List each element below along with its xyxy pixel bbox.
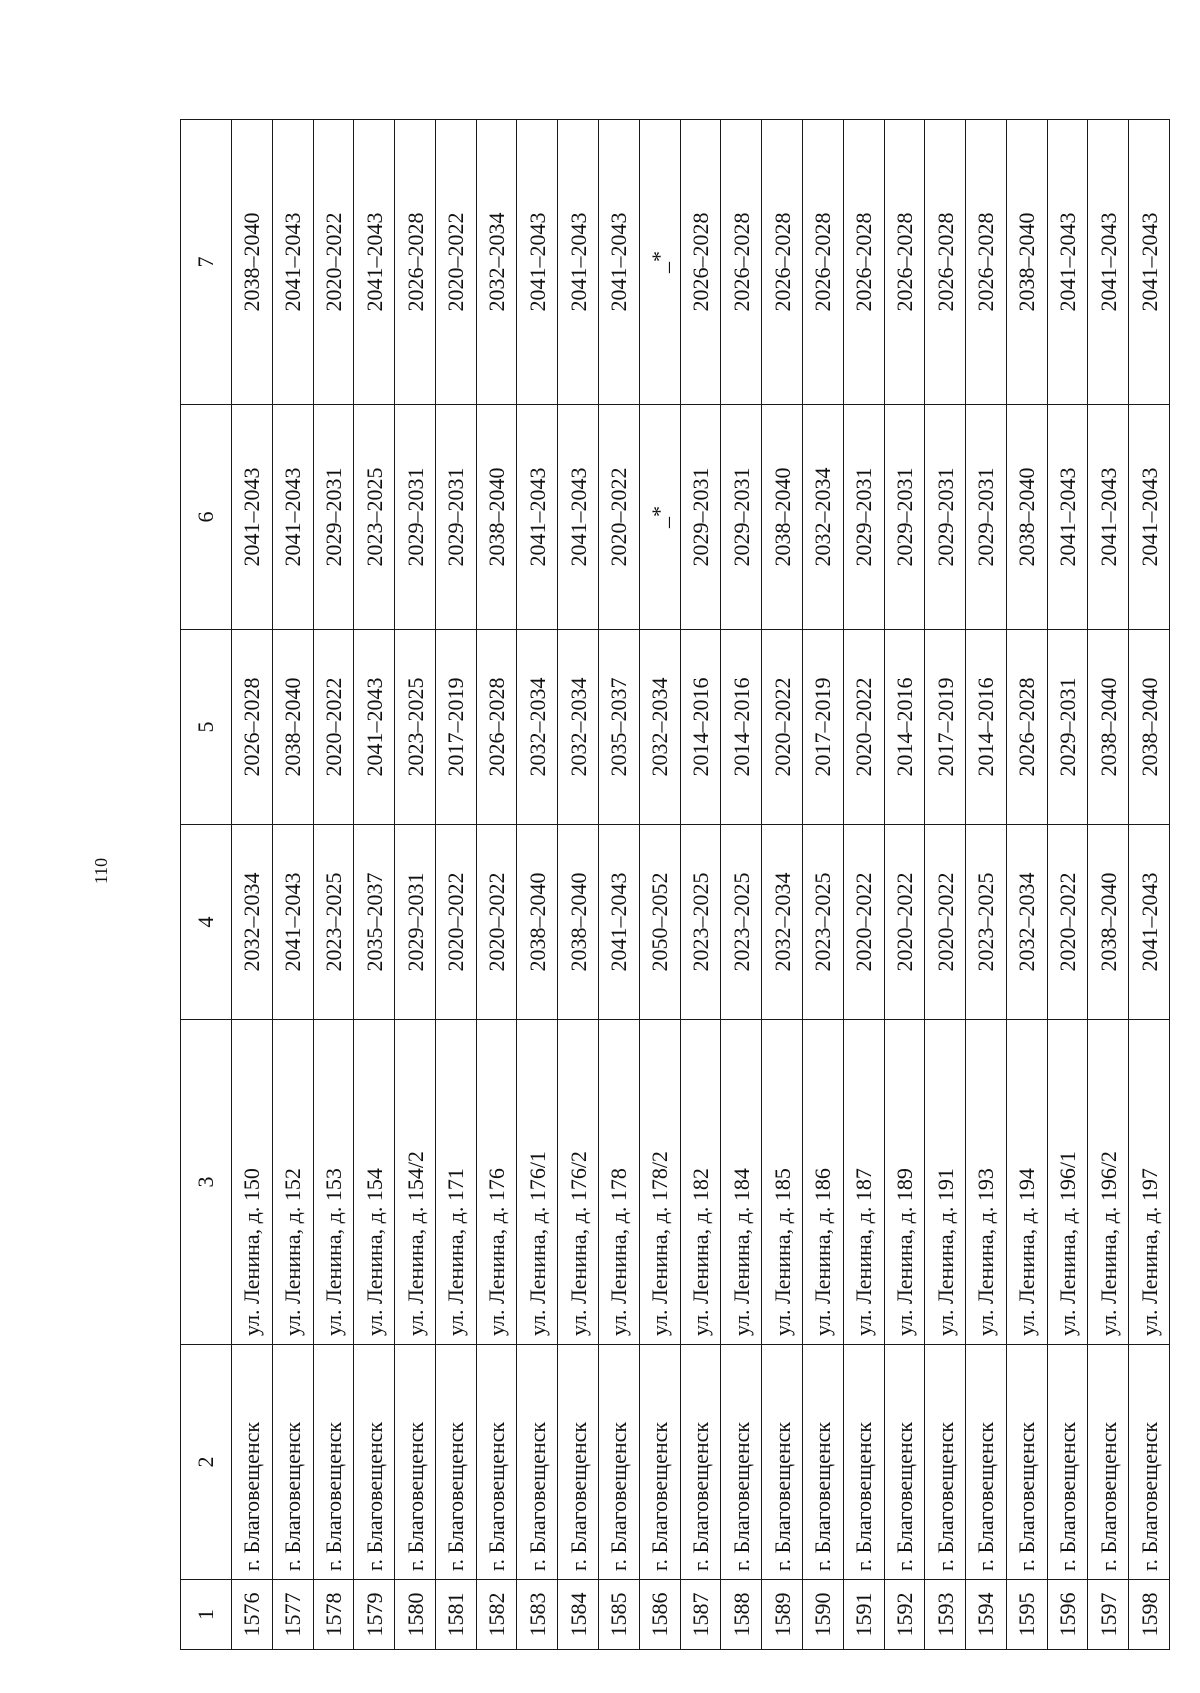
cell-city: г. Благовещенск [354, 1345, 395, 1580]
table-row [599, 120, 640, 1650]
table-row [435, 120, 476, 1650]
cell-row-number: 1588 [721, 1580, 762, 1650]
cell-row-number: 1589 [762, 1580, 803, 1650]
cell-period-col-4: 2038–2040 [517, 825, 558, 1020]
cell-period-col-4: 2032–2034 [762, 825, 803, 1020]
table-body [232, 120, 1170, 1650]
table-row [1129, 120, 1170, 1650]
cell-period-col-4: 2041–2043 [1129, 825, 1170, 1020]
header-col-6: 6 [181, 405, 232, 630]
table-header [181, 120, 232, 1650]
table-row [354, 120, 395, 1650]
table-row [680, 120, 721, 1650]
cell-row-number: 1598 [1129, 1580, 1170, 1650]
cell-period-col-7: 2041–2043 [1088, 120, 1129, 405]
cell-address: ул. Ленина, д. 154/2 [395, 1020, 436, 1345]
cell-period-col-5: 2032–2034 [558, 630, 599, 825]
header-col-4: 4 [181, 825, 232, 1020]
cell-period-col-7: 2026–2028 [762, 120, 803, 405]
header-row [181, 120, 232, 1650]
cell-row-number: 1590 [802, 1580, 843, 1650]
cell-row-number: 1584 [558, 1580, 599, 1650]
cell-row-number: 1583 [517, 1580, 558, 1650]
cell-city: г. Благовещенск [639, 1345, 680, 1580]
table-row [721, 120, 762, 1650]
cell-period-col-5: 2020–2022 [843, 630, 884, 825]
page-number: 110 [91, 857, 112, 885]
table-row [802, 120, 843, 1650]
cell-period-col-7: 2026–2028 [843, 120, 884, 405]
cell-period-col-6: 2029–2031 [680, 405, 721, 630]
cell-address: ул. Ленина, д. 196/2 [1088, 1020, 1129, 1345]
cell-period-col-6: 2029–2031 [925, 405, 966, 630]
cell-period-col-5: 2014–2016 [966, 630, 1007, 825]
cell-period-col-6: 2041–2043 [1129, 405, 1170, 630]
cell-address: ул. Ленина, д. 154 [354, 1020, 395, 1345]
cell-period-col-6: 2041–2043 [1047, 405, 1088, 630]
table-row [1088, 120, 1129, 1650]
cell-address: ул. Ленина, д. 187 [843, 1020, 884, 1345]
cell-row-number: 1591 [843, 1580, 884, 1650]
cell-row-number: 1577 [272, 1580, 313, 1650]
cell-address: ул. Ленина, д. 186 [802, 1020, 843, 1345]
table-row [1006, 120, 1047, 1650]
cell-period-col-4: 2038–2040 [558, 825, 599, 1020]
cell-address: ул. Ленина, д. 182 [680, 1020, 721, 1345]
cell-period-col-5: 2038–2040 [272, 630, 313, 825]
cell-period-col-7: 2038–2040 [232, 120, 273, 405]
cell-period-col-4: 2029–2031 [395, 825, 436, 1020]
table-row [232, 120, 273, 1650]
cell-address: ул. Ленина, д. 189 [884, 1020, 925, 1345]
cell-period-col-5: 2038–2040 [1129, 630, 1170, 825]
cell-period-col-6: 2041–2043 [232, 405, 273, 630]
cell-city: г. Благовещенск [843, 1345, 884, 1580]
cell-period-col-5: 2026–2028 [232, 630, 273, 825]
header-col-7: 7 [181, 120, 232, 405]
cell-row-number: 1596 [1047, 1580, 1088, 1650]
cell-address: ул. Ленина, д. 171 [435, 1020, 476, 1345]
cell-address: ул. Ленина, д. 153 [313, 1020, 354, 1345]
cell-address: ул. Ленина, д. 176 [476, 1020, 517, 1345]
cell-period-col-7: 2020–2022 [313, 120, 354, 405]
header-col-3: 3 [181, 1020, 232, 1345]
cell-period-col-4: 2023–2025 [721, 825, 762, 1020]
cell-period-col-4: 2020–2022 [1047, 825, 1088, 1020]
table-row [843, 120, 884, 1650]
cell-row-number: 1587 [680, 1580, 721, 1650]
cell-row-number: 1585 [599, 1580, 640, 1650]
cell-city: г. Благовещенск [517, 1345, 558, 1580]
cell-city: г. Благовещенск [762, 1345, 803, 1580]
cell-row-number: 1592 [884, 1580, 925, 1650]
table-row [966, 120, 1007, 1650]
cell-period-col-7: 2041–2043 [599, 120, 640, 405]
table-row [639, 120, 680, 1650]
cell-period-col-4: 2020–2022 [476, 825, 517, 1020]
cell-address: ул. Ленина, д. 197 [1129, 1020, 1170, 1345]
cell-city: г. Благовещенск [272, 1345, 313, 1580]
table-row [762, 120, 803, 1650]
cell-period-col-7: 2032–2034 [476, 120, 517, 405]
cell-period-col-4: 2032–2034 [232, 825, 273, 1020]
cell-address: ул. Ленина, д. 152 [272, 1020, 313, 1345]
table-row [313, 120, 354, 1650]
cell-city: г. Благовещенск [435, 1345, 476, 1580]
cell-period-col-4: 2023–2025 [680, 825, 721, 1020]
cell-city: г. Благовещенск [884, 1345, 925, 1580]
cell-period-col-7: _* [639, 120, 680, 405]
rotated-table-wrapper [180, 120, 1170, 1650]
cell-city: г. Благовещенск [1088, 1345, 1129, 1580]
header-col-1: 1 [181, 1580, 232, 1650]
cell-period-col-6: 2038–2040 [1006, 405, 1047, 630]
cell-row-number: 1594 [966, 1580, 1007, 1650]
cell-period-col-6: 2041–2043 [558, 405, 599, 630]
cell-period-col-6: 2029–2031 [884, 405, 925, 630]
cell-address: ул. Ленина, д. 176/2 [558, 1020, 599, 1345]
cell-period-col-4: 2020–2022 [843, 825, 884, 1020]
cell-city: г. Благовещенск [1129, 1345, 1170, 1580]
cell-city: г. Благовещенск [476, 1345, 517, 1580]
cell-row-number: 1578 [313, 1580, 354, 1650]
header-col-2: 2 [181, 1345, 232, 1580]
cell-period-col-7: 2026–2028 [680, 120, 721, 405]
cell-period-col-6: 2029–2031 [843, 405, 884, 630]
cell-period-col-4: 2041–2043 [599, 825, 640, 1020]
table-row [1047, 120, 1088, 1650]
cell-period-col-4: 2020–2022 [435, 825, 476, 1020]
cell-period-col-7: 2041–2043 [517, 120, 558, 405]
table-row [517, 120, 558, 1650]
cell-period-col-4: 2023–2025 [802, 825, 843, 1020]
cell-city: г. Благовещенск [599, 1345, 640, 1580]
cell-period-col-6: _* [639, 405, 680, 630]
cell-period-col-5: 2032–2034 [517, 630, 558, 825]
cell-period-col-7: 2026–2028 [721, 120, 762, 405]
table-row [884, 120, 925, 1650]
cell-period-col-4: 2023–2025 [313, 825, 354, 1020]
cell-period-col-6: 2032–2034 [802, 405, 843, 630]
cell-address: ул. Ленина, д. 178/2 [639, 1020, 680, 1345]
cell-period-col-6: 2023–2025 [354, 405, 395, 630]
cell-row-number: 1597 [1088, 1580, 1129, 1650]
table-row [925, 120, 966, 1650]
cell-address: ул. Ленина, д. 185 [762, 1020, 803, 1345]
cell-period-col-5: 2017–2019 [802, 630, 843, 825]
cell-address: ул. Ленина, д. 193 [966, 1020, 1007, 1345]
table-row [558, 120, 599, 1650]
cell-city: г. Благовещенск [395, 1345, 436, 1580]
table-row [272, 120, 313, 1650]
cell-city: г. Благовещенск [1006, 1345, 1047, 1580]
cell-period-col-5: 2026–2028 [476, 630, 517, 825]
cell-city: г. Благовещенск [680, 1345, 721, 1580]
cell-row-number: 1581 [435, 1580, 476, 1650]
cell-period-col-7: 2041–2043 [354, 120, 395, 405]
cell-period-col-5: 2014–2016 [680, 630, 721, 825]
cell-period-col-4: 2023–2025 [966, 825, 1007, 1020]
cell-period-col-5: 2017–2019 [925, 630, 966, 825]
table-row [395, 120, 436, 1650]
cell-period-col-5: 2020–2022 [762, 630, 803, 825]
cell-address: ул. Ленина, д. 176/1 [517, 1020, 558, 1345]
cell-period-col-6: 2029–2031 [313, 405, 354, 630]
header-col-5: 5 [181, 630, 232, 825]
cell-city: г. Благовещенск [558, 1345, 599, 1580]
cell-period-col-6: 2029–2031 [395, 405, 436, 630]
cell-period-col-4: 2050–2052 [639, 825, 680, 1020]
cell-row-number: 1586 [639, 1580, 680, 1650]
cell-period-col-6: 2038–2040 [476, 405, 517, 630]
cell-period-col-6: 2029–2031 [966, 405, 1007, 630]
cell-period-col-6: 2029–2031 [721, 405, 762, 630]
cell-period-col-6: 2041–2043 [272, 405, 313, 630]
cell-period-col-7: 2026–2028 [925, 120, 966, 405]
cell-row-number: 1576 [232, 1580, 273, 1650]
cell-period-col-5: 2041–2043 [354, 630, 395, 825]
cell-period-col-5: 2038–2040 [1088, 630, 1129, 825]
schedule-table [180, 119, 1170, 1650]
cell-city: г. Благовещенск [232, 1345, 273, 1580]
cell-period-col-6: 2038–2040 [762, 405, 803, 630]
cell-period-col-7: 2041–2043 [272, 120, 313, 405]
cell-address: ул. Ленина, д. 191 [925, 1020, 966, 1345]
cell-period-col-5: 2017–2019 [435, 630, 476, 825]
cell-period-col-5: 2029–2031 [1047, 630, 1088, 825]
cell-city: г. Благовещенск [802, 1345, 843, 1580]
cell-row-number: 1595 [1006, 1580, 1047, 1650]
cell-city: г. Благовещенск [925, 1345, 966, 1580]
cell-period-col-5: 2023–2025 [395, 630, 436, 825]
cell-period-col-4: 2032–2034 [1006, 825, 1047, 1020]
cell-row-number: 1582 [476, 1580, 517, 1650]
cell-row-number: 1593 [925, 1580, 966, 1650]
cell-period-col-6: 2041–2043 [1088, 405, 1129, 630]
cell-period-col-4: 2038–2040 [1088, 825, 1129, 1020]
cell-period-col-7: 2041–2043 [558, 120, 599, 405]
cell-period-col-4: 2020–2022 [884, 825, 925, 1020]
cell-period-col-5: 2035–2037 [599, 630, 640, 825]
cell-city: г. Благовещенск [721, 1345, 762, 1580]
cell-period-col-7: 2026–2028 [395, 120, 436, 405]
cell-period-col-7: 2026–2028 [802, 120, 843, 405]
cell-period-col-6: 2041–2043 [517, 405, 558, 630]
cell-period-col-7: 2041–2043 [1047, 120, 1088, 405]
cell-row-number: 1580 [395, 1580, 436, 1650]
cell-row-number: 1579 [354, 1580, 395, 1650]
cell-address: ул. Ленина, д. 150 [232, 1020, 273, 1345]
cell-period-col-6: 2029–2031 [435, 405, 476, 630]
cell-period-col-7: 2026–2028 [966, 120, 1007, 405]
cell-city: г. Благовещенск [1047, 1345, 1088, 1580]
cell-city: г. Благовещенск [313, 1345, 354, 1580]
cell-address: ул. Ленина, д. 178 [599, 1020, 640, 1345]
cell-address: ул. Ленина, д. 194 [1006, 1020, 1047, 1345]
cell-period-col-7: 2020–2022 [435, 120, 476, 405]
cell-period-col-5: 2032–2034 [639, 630, 680, 825]
table-row [476, 120, 517, 1650]
cell-address: ул. Ленина, д. 184 [721, 1020, 762, 1345]
cell-period-col-4: 2020–2022 [925, 825, 966, 1020]
cell-period-col-5: 2026–2028 [1006, 630, 1047, 825]
cell-period-col-5: 2014–2016 [721, 630, 762, 825]
cell-period-col-4: 2041–2043 [272, 825, 313, 1020]
cell-period-col-5: 2014–2016 [884, 630, 925, 825]
cell-city: г. Благовещенск [966, 1345, 1007, 1580]
cell-address: ул. Ленина, д. 196/1 [1047, 1020, 1088, 1345]
cell-period-col-5: 2020–2022 [313, 630, 354, 825]
cell-period-col-6: 2020–2022 [599, 405, 640, 630]
cell-period-col-7: 2041–2043 [1129, 120, 1170, 405]
cell-period-col-7: 2038–2040 [1006, 120, 1047, 405]
cell-period-col-7: 2026–2028 [884, 120, 925, 405]
cell-period-col-4: 2035–2037 [354, 825, 395, 1020]
